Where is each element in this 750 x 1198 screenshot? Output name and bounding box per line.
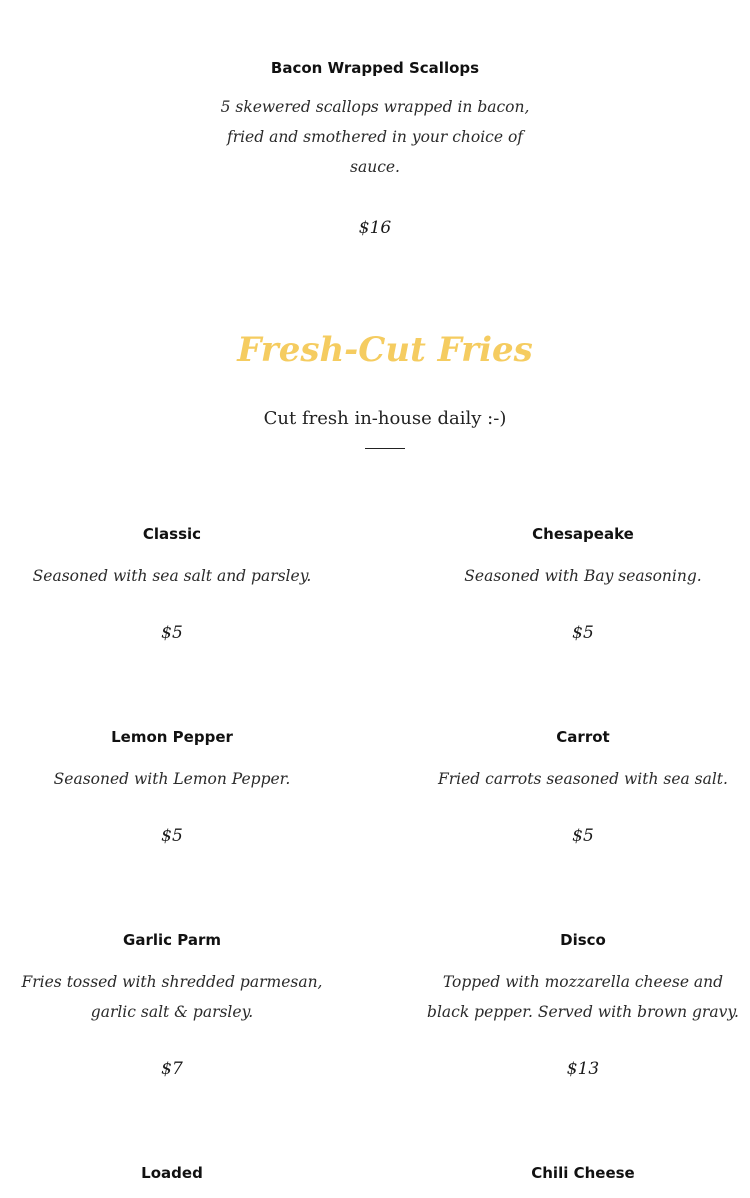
menu-item-description: Fries tossed with shredded parmesan, garlic salt & parsley. bbox=[21, 973, 323, 1021]
menu-item-chesapeake bbox=[423, 524, 743, 645]
section-divider bbox=[365, 448, 405, 449]
menu-item-description: Seasoned with Bay seasoning. bbox=[464, 567, 702, 585]
menu-item-name: Disco bbox=[560, 931, 606, 949]
menu-item-classic bbox=[12, 524, 332, 645]
menu-item-name: Garlic Parm bbox=[123, 931, 221, 949]
menu-item-disco bbox=[423, 930, 743, 1081]
menu-item-name: Lemon Pepper bbox=[111, 728, 233, 746]
menu-item-loaded bbox=[12, 1163, 332, 1183]
menu-item-name: Bacon Wrapped Scallops bbox=[270, 59, 480, 77]
menu-item-description: Seasoned with sea salt and parsley. bbox=[32, 567, 312, 585]
section-title: Fresh-Cut Fries bbox=[237, 330, 533, 370]
menu-item-price: $16 bbox=[358, 218, 392, 238]
menu-item-garlic-parm bbox=[12, 930, 332, 1081]
menu-item-name: Classic bbox=[142, 525, 202, 543]
menu-item-price: $5 bbox=[161, 826, 183, 846]
menu-item-chili-cheese bbox=[423, 1163, 743, 1183]
menu-item-carrot bbox=[423, 727, 743, 848]
menu-item-description: 5 skewered scallops wrapped in bacon, fried and smothered in your choice of sauce. bbox=[220, 98, 530, 176]
menu-item-bacon-wrapped-scallops bbox=[0, 58, 750, 240]
menu-item-description: Seasoned with Lemon Pepper. bbox=[53, 770, 291, 788]
menu-item-description: Topped with mozzarella cheese and black pepper. Served with brown gravy. bbox=[427, 973, 739, 1021]
menu-item-price: $7 bbox=[161, 1059, 183, 1079]
menu-item-description: Fried carrots seasoned with sea salt. bbox=[438, 770, 728, 788]
menu-item-price: $5 bbox=[161, 623, 183, 643]
section-subtitle: Cut fresh in-house daily :-) bbox=[263, 408, 507, 429]
menu-item-name: Chili Cheese bbox=[531, 1164, 635, 1182]
menu-item-name: Loaded bbox=[141, 1164, 203, 1182]
menu-item-name: Chesapeake bbox=[532, 525, 634, 543]
menu-item-price: $5 bbox=[572, 826, 594, 846]
menu-item-price: $5 bbox=[572, 623, 594, 643]
menu-item-name: Carrot bbox=[556, 728, 610, 746]
menu-item-price: $13 bbox=[566, 1059, 600, 1079]
menu-item-lemon-pepper bbox=[12, 727, 332, 848]
